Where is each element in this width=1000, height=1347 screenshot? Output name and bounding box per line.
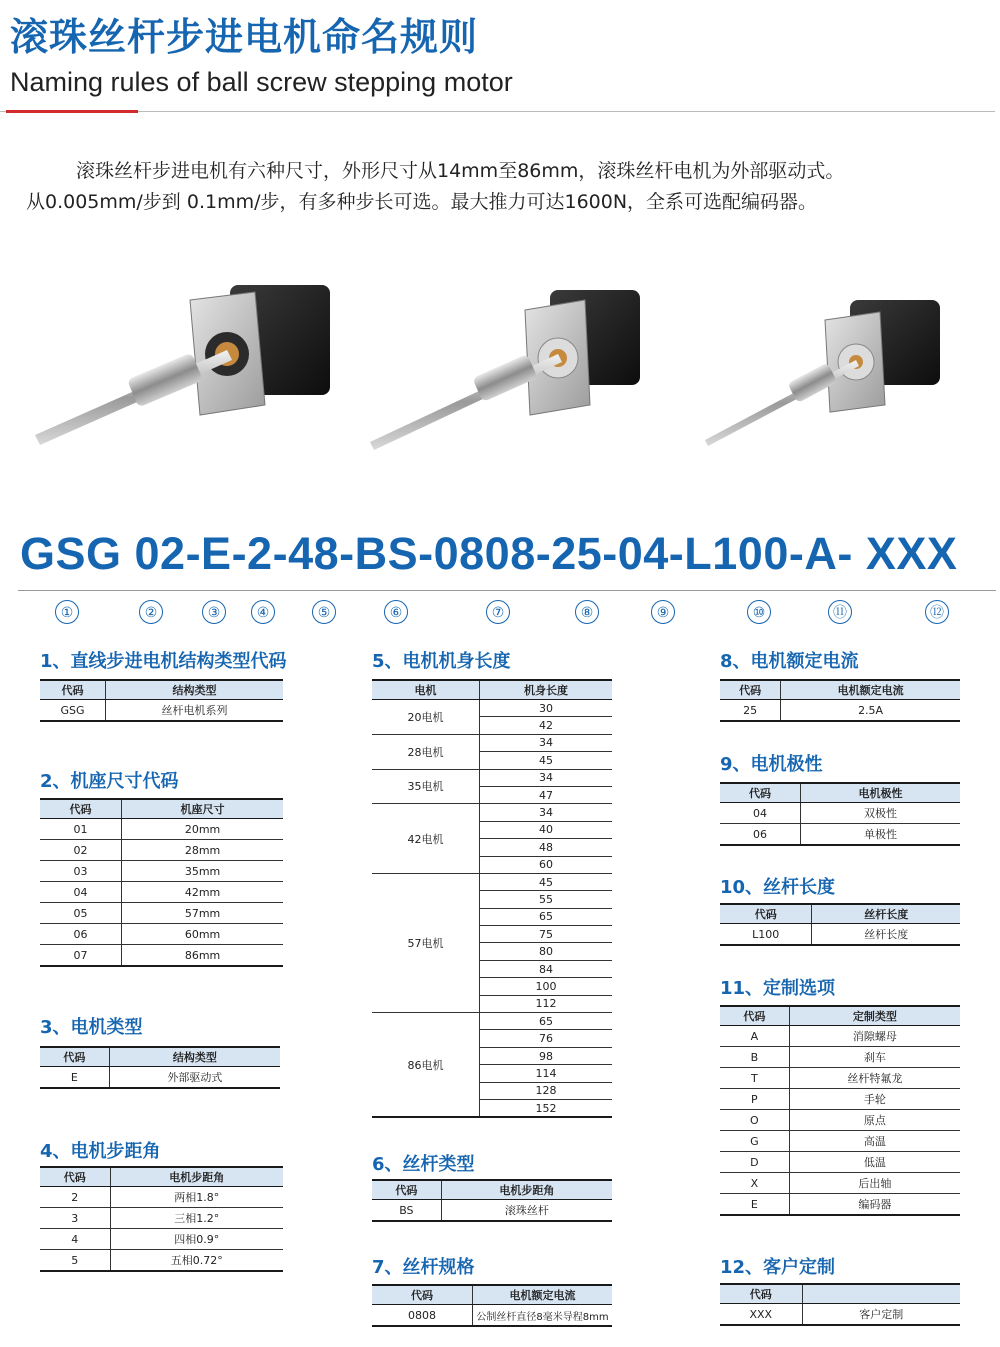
cell-length: 65 [480,1013,613,1030]
cell-code: D [720,1152,789,1173]
cell-value: 42mm [122,882,283,903]
cell-value: 单极性 [801,824,960,846]
segment-marker-8: ⑧ [575,600,599,624]
segment-marker-4: ④ [251,600,275,624]
table-row [720,1047,960,1068]
segment-marker-7: ⑦ [486,600,510,624]
table-row [720,1026,960,1047]
table-row [372,734,612,751]
cell-length: 30 [480,700,613,717]
table-row [40,819,283,840]
segment-marker-11: ⑪ [828,600,852,624]
table-row [720,1173,960,1194]
cell-length: 40 [480,821,613,838]
cell-motor: 35电机 [372,769,480,804]
table-row [720,700,960,722]
cell-code: 25 [720,700,781,722]
table-row [372,1305,612,1327]
page-subtitle: Naming rules of ball screw stepping motor [10,67,513,97]
table-step-angle [40,1166,283,1272]
table-row [720,1152,960,1173]
cell-length: 114 [480,1065,613,1082]
table-motor-type [40,1046,280,1089]
table-row [40,1250,283,1272]
cell-code: G [720,1131,789,1152]
cell-length: 112 [480,995,613,1012]
cell-length: 42 [480,717,613,734]
cell-value: 2.5A [781,700,960,722]
col-header: 代码 [40,1167,110,1187]
table-row [720,1131,960,1152]
cell-length: 80 [480,943,613,960]
cell-length: 128 [480,1082,613,1099]
section-title-5: 5、电机机身长度 [372,651,511,672]
cell-value: 外部驱动式 [109,1067,280,1089]
cell-motor: 28电机 [372,734,480,769]
table-row [40,1208,283,1229]
cell-value: 消隙螺母 [789,1026,960,1047]
table-body-length [372,679,612,1118]
cell-value: 滚珠丝杆 [441,1200,612,1222]
cell-code: A [720,1026,789,1047]
table-row [40,924,283,945]
col-header: 电机极性 [801,783,960,803]
cell-length: 76 [480,1030,613,1047]
cell-length: 152 [480,1099,613,1117]
section-title-3: 3、电机类型 [40,1017,143,1038]
col-header: 代码 [720,1006,789,1026]
cell-length: 34 [480,804,613,821]
cell-length: 45 [480,873,613,890]
cell-code: 5 [40,1250,110,1272]
col-header: 电机额定电流 [781,680,960,700]
table-row [372,700,612,717]
cell-value: 编码器 [789,1194,960,1216]
cell-length: 75 [480,926,613,943]
cell-code: 05 [40,903,122,924]
cell-code: E [40,1067,109,1089]
col-header: 代码 [720,1284,802,1304]
cell-code: 4 [40,1229,110,1250]
cell-value: 20mm [122,819,283,840]
section-title-12: 12、客户定制 [720,1257,836,1278]
cell-code: X [720,1173,789,1194]
cell-value: 低温 [789,1152,960,1173]
table-screw-type [372,1179,612,1222]
table-row [40,945,283,967]
cell-code: E [720,1194,789,1216]
cell-code: 04 [720,803,801,824]
segment-marker-12: ⑫ [925,600,949,624]
cell-value: 原点 [789,1110,960,1131]
table-row [372,769,612,786]
table-rated-current [720,679,960,722]
table-row [720,824,960,846]
title-divider [0,111,995,112]
cell-code: 03 [40,861,122,882]
table-row [372,804,612,821]
table-custom-options [720,1005,960,1216]
cell-code: L100 [720,924,812,946]
section-title-8: 8、电机额定电流 [720,651,859,672]
col-header: 电机步距角 [110,1167,283,1187]
col-header: 代码 [372,1180,441,1200]
cell-code: 06 [720,824,801,846]
segment-marker-10: ⑩ [747,600,771,624]
cell-code: 02 [40,840,122,861]
table-row [40,700,283,722]
section-title-11: 11、定制选项 [720,978,836,999]
cell-value: 双极性 [801,803,960,824]
cell-value: 公制丝杆直径8毫米导程8mm [473,1305,613,1327]
cell-code: 0808 [372,1305,473,1327]
col-header: 代码 [40,1047,109,1067]
table-screw-spec [372,1284,612,1327]
cell-motor: 86电机 [372,1013,480,1118]
cell-motor: 20电机 [372,700,480,735]
section-title-2: 2、机座尺寸代码 [40,771,179,792]
cell-value: 丝杆长度 [812,924,960,946]
table-row [40,1229,283,1250]
table-row [720,803,960,824]
table-row [720,1304,960,1326]
table-row [720,1110,960,1131]
section-title-4: 4、电机步距角 [40,1141,161,1162]
cell-value: 60mm [122,924,283,945]
table-screw-length [720,903,960,946]
cell-value: 丝杆特氟龙 [789,1068,960,1089]
cell-length: 84 [480,960,613,977]
intro-text [26,156,986,218]
segment-marker-2: ② [139,600,163,624]
cell-code: 01 [40,819,122,840]
col-header: 结构类型 [109,1047,280,1067]
cell-value: 手轮 [789,1089,960,1110]
section-title-1: 1、直线步进电机结构类型代码 [40,651,287,672]
col-header: 定制类型 [789,1006,960,1026]
model-code-divider [18,590,996,591]
cell-length: 98 [480,1047,613,1064]
segment-marker-5: ⑤ [312,600,336,624]
cell-motor: 42电机 [372,804,480,874]
cell-code: 3 [40,1208,110,1229]
title-accent-bar [6,110,138,113]
cell-value: 57mm [122,903,283,924]
cell-value: 28mm [122,840,283,861]
cell-length: 55 [480,891,613,908]
table-row [372,873,612,890]
col-header: 代码 [40,680,105,700]
table-row [40,840,283,861]
cell-code: O [720,1110,789,1131]
table-row [720,924,960,946]
cell-motor: 57电机 [372,873,480,1012]
cell-value: 丝杆电机系列 [105,700,283,722]
cell-length: 65 [480,908,613,925]
cell-code: GSG [40,700,105,722]
table-row [372,1200,612,1222]
cell-length: 100 [480,978,613,995]
cell-value: 刹车 [789,1047,960,1068]
table-row [40,1067,280,1089]
cell-value: 后出轴 [789,1173,960,1194]
table-row [720,1194,960,1216]
cell-code: 04 [40,882,122,903]
cell-code: 2 [40,1187,110,1208]
col-header: 机座尺寸 [122,799,283,819]
cell-code: B [720,1047,789,1068]
intro-line-2: 从0.005mm/步到 0.1mm/步，有多种步长可选。最大推力可达1600N，全系可选配编码器。 [26,191,818,213]
col-header: 代码 [372,1285,473,1305]
cell-length: 60 [480,856,613,873]
table-structure-type [40,679,283,722]
segment-marker-1: ① [55,600,79,624]
section-title-6: 6、丝杆类型 [372,1154,475,1175]
section-title-7: 7、丝杆规格 [372,1257,475,1278]
table-row [40,861,283,882]
cell-code: 06 [40,924,122,945]
col-header: 电机额定电流 [473,1285,613,1305]
table-row [40,903,283,924]
col-header: 丝杆长度 [812,904,960,924]
cell-value: 客户定制 [802,1304,960,1326]
cell-code: BS [372,1200,441,1222]
table-polarity [720,782,960,846]
cell-value: 四相0.9° [110,1229,283,1250]
col-header: 机身长度 [480,680,613,700]
segment-marker-6: ⑥ [384,600,408,624]
cell-value: 86mm [122,945,283,967]
col-header: 代码 [720,680,781,700]
col-header: 电机 [372,680,480,700]
cell-value: 高温 [789,1131,960,1152]
intro-line-1: 滚珠丝杆步进电机有六种尺寸，外形尺寸从14mm至86mm，滚珠丝杆电机为外部驱动式。 [76,160,845,182]
cell-code: XXX [720,1304,802,1326]
cell-code: 07 [40,945,122,967]
motor-image-medium [370,290,640,450]
cell-code: T [720,1068,789,1089]
cell-value: 两相1.8° [110,1187,283,1208]
cell-length: 47 [480,786,613,803]
cell-value: 35mm [122,861,283,882]
cell-length: 45 [480,752,613,769]
col-header [802,1284,960,1304]
table-frame-size [40,798,283,967]
cell-length: 48 [480,839,613,856]
table-customer-custom [720,1283,960,1326]
col-header: 代码 [40,799,122,819]
table-row [372,1013,612,1030]
section-title-9: 9、电机极性 [720,754,823,775]
cell-code: P [720,1089,789,1110]
cell-value: 三相1.2° [110,1208,283,1229]
col-header: 电机步距角 [441,1180,612,1200]
col-header: 代码 [720,783,801,803]
motor-image-small [705,300,940,446]
table-row [40,1187,283,1208]
col-header: 代码 [720,904,812,924]
model-code-example: GSG 02-E-2-48-BS-0808-25-04-L100-A- XXX [20,528,958,579]
segment-marker-9: ⑨ [651,600,675,624]
section-title-10: 10、丝杆长度 [720,877,836,898]
cell-value: 五相0.72° [110,1250,283,1272]
cell-length: 34 [480,734,613,751]
segment-marker-3: ③ [202,600,226,624]
table-row [720,1068,960,1089]
page-title: 滚珠丝杆步进电机命名规则 [10,15,479,59]
table-row [40,882,283,903]
col-header: 结构类型 [105,680,283,700]
table-row [720,1089,960,1110]
motor-product-images [30,280,970,500]
cell-length: 34 [480,769,613,786]
motor-image-large [35,285,330,445]
